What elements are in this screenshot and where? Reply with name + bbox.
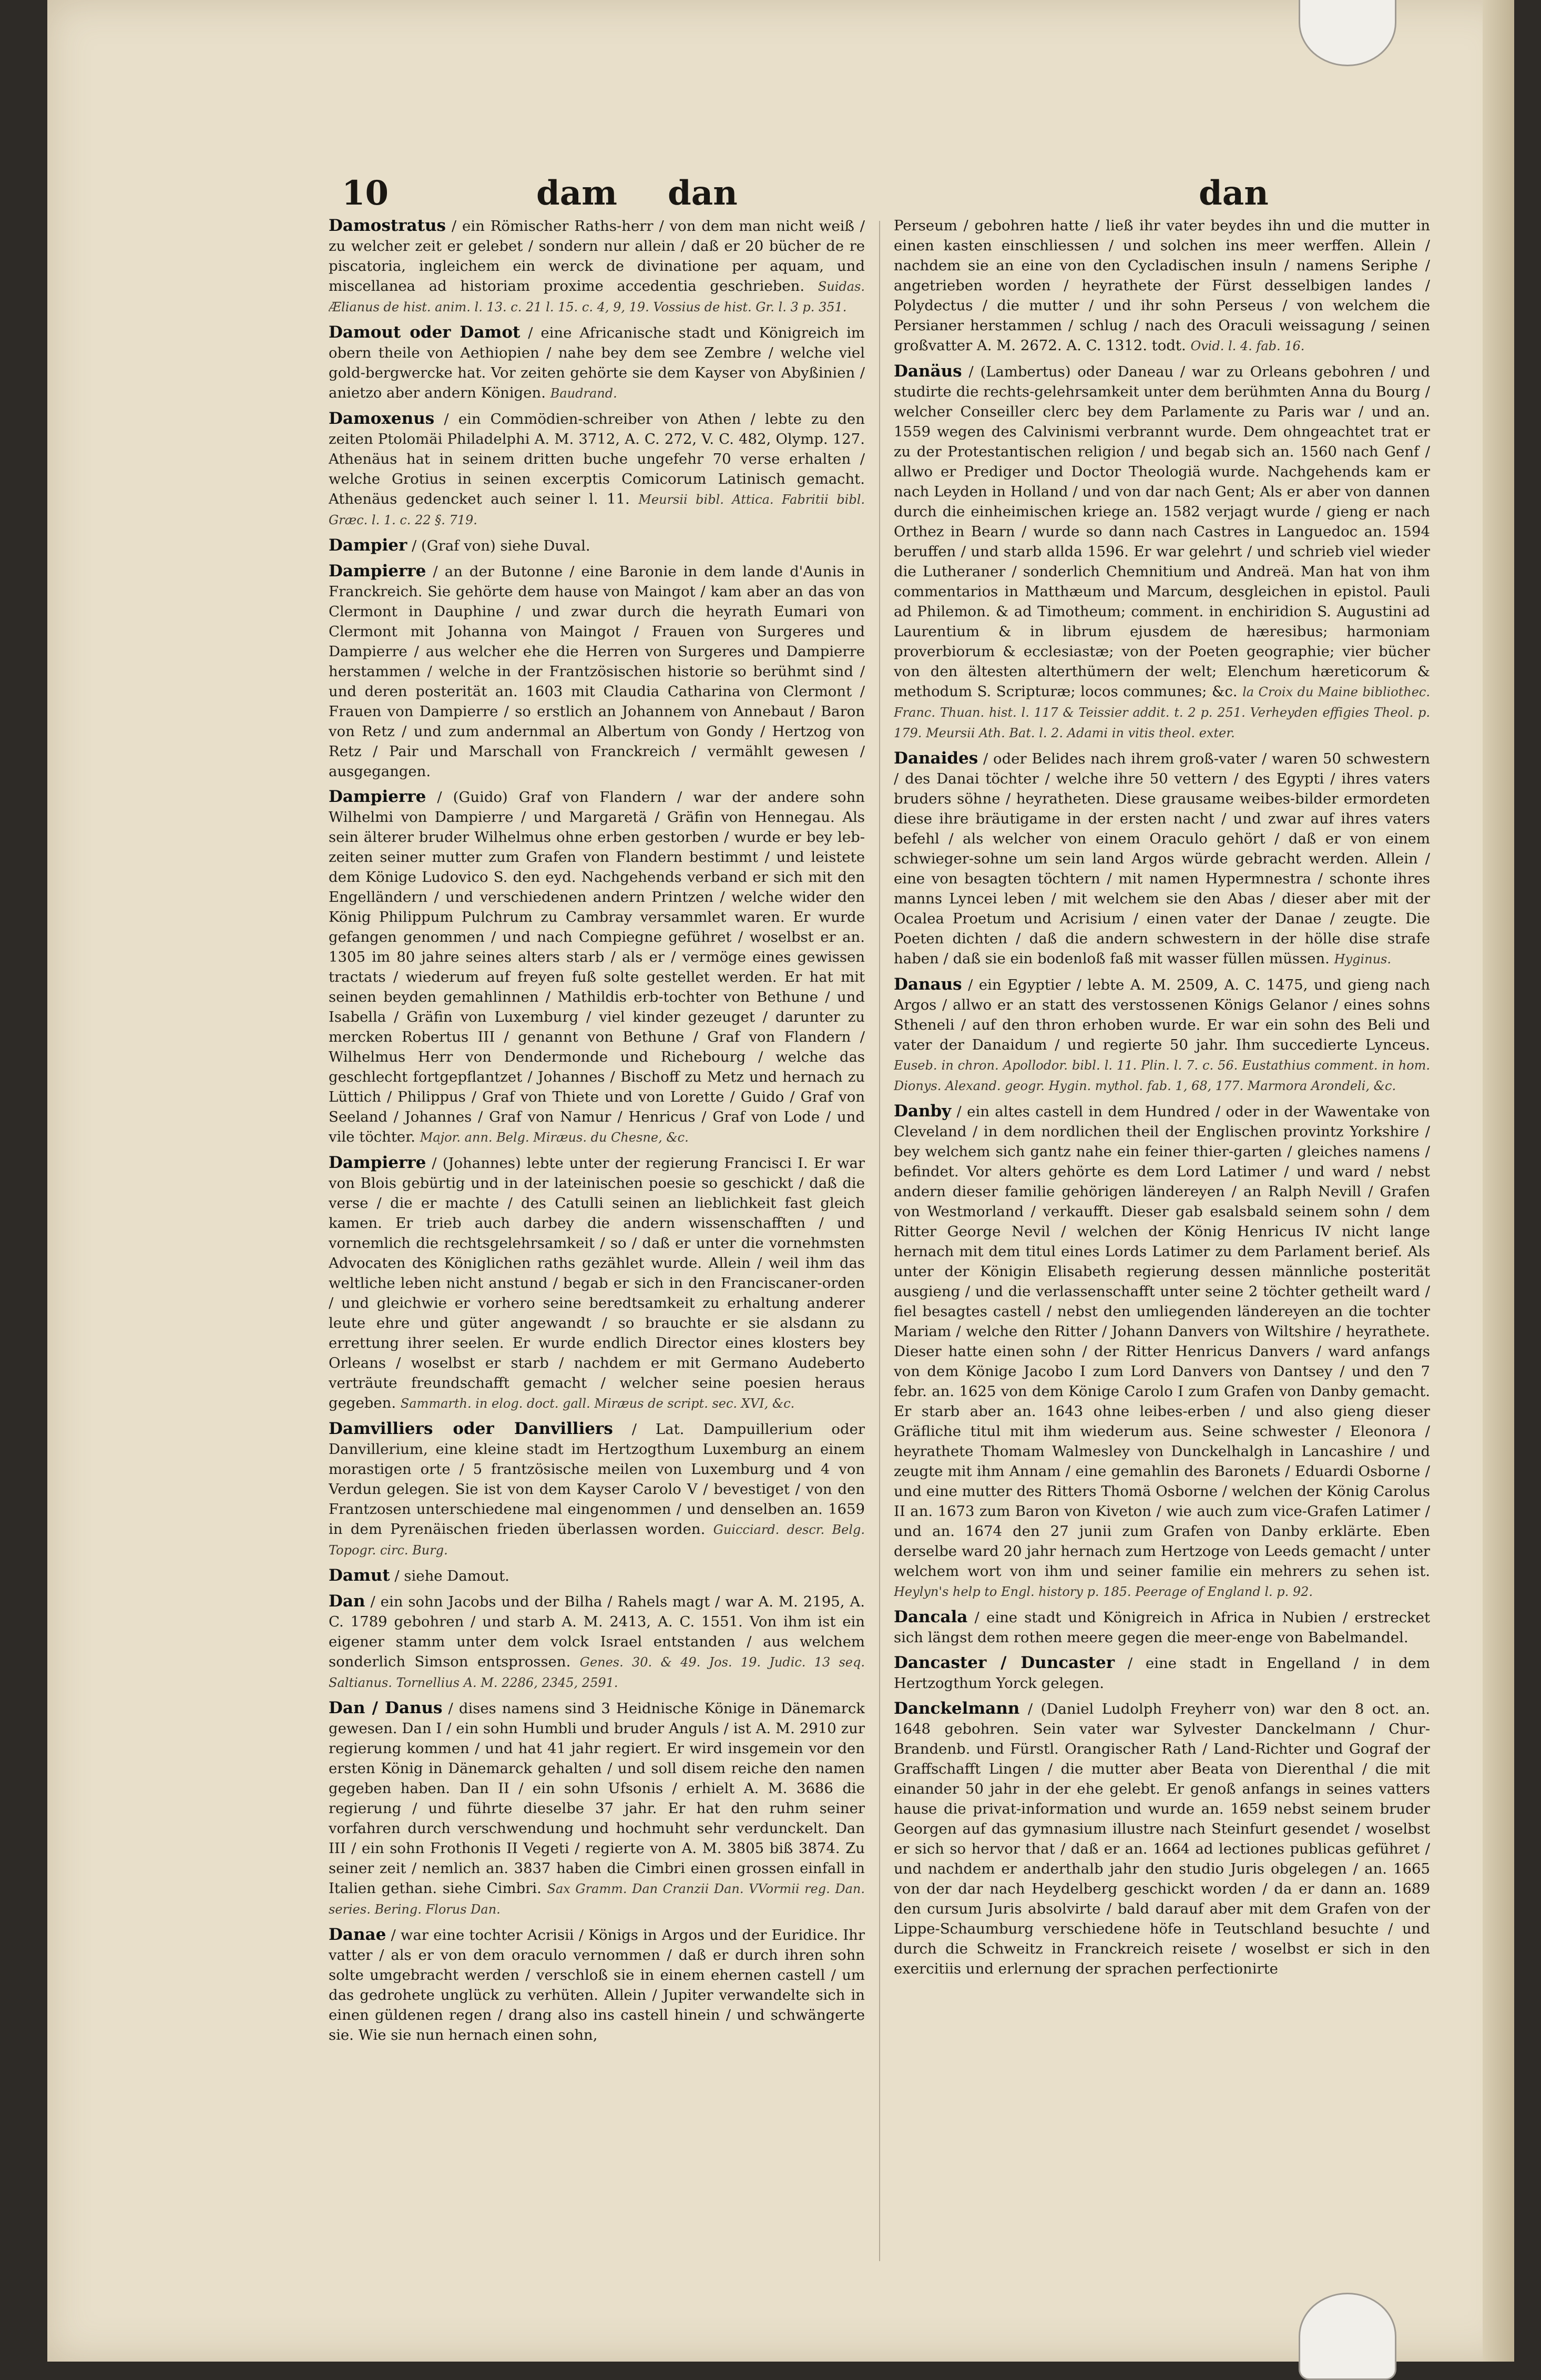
entry-headword: Dan: [329, 1592, 365, 1611]
dictionary-entry: [329, 1565, 865, 1586]
dictionary-entry: [894, 974, 1430, 1096]
entry-headword: Danckelmann: [894, 1699, 1020, 1718]
entry-headword: Dampierre: [329, 787, 426, 806]
dictionary-entry: [329, 409, 865, 530]
guide-word-left: dam: [536, 174, 617, 213]
dictionary-entry: [329, 1698, 865, 1919]
entry-headword: Danäus: [894, 362, 962, 381]
entry-headword: Dancala: [894, 1608, 968, 1626]
entry-text: / dises namens sind 3 Heidnische Könige in Dänemarck gewesen. Dan I / ein sohn Humbli und bruder Anguls / ist A. M. 2910 zur regierung kommen / und hat 41 jahr regiert. Er wird insgemein vor den ersten König in Dänemarck gehalten / und soll disem reiche den namen gegeben haben. Dan II / ein sohn Ufsonis / erhielt A. M. 3686 die regierung / und führte dieselbe 37 jahr. Er hat den ruhm seiner vorfahren durch verschwendung und hochmuht sehr verdunckelt. Dan III / ein sohn Frothonis II Vegeti / regierte von A. M. 3805 biß 3874. Zu seiner zeit / nemlich an. 3837 haben die Cimbri einen grossen einfall in Italien gethan. siehe Cimbri.: [329, 1700, 865, 1897]
dictionary-entry: [894, 748, 1430, 969]
column-divider: [879, 221, 880, 2261]
entry-text: / oder Belides nach ihrem groß-vater / waren 50 schwestern / des Danai töchter / welche ihre 50 vettern / des Egypti / ihres vaters bruders söhne / heyratheten. Diese grausame weibes-bilder ermordeten diese ihre bräutigame in der ersten nacht / und zwar auf ihres vaters befehl / als welcher von einem Oraculo gehört / daß er von einem schwieger-sohne um sein land Argos würde gebracht werden. Allein / eine von besagten töchtern / mit namen Hypermnestra / schonte ihres manns Lyncei leben / mit welchem sie den Abas / dieser aber mit der Ocalea Proetum und Acrisium / einen vater der Danae / zeugte. Die Poeten dichten / daß die andern schwestern in der hölle dise strafe haben / daß sie ein bodenloß faß mit wasser füllen müssen.: [894, 750, 1430, 967]
entry-references: Meursii bibl. Attica. Fabritii bibl. Græc. l. 1. c. 22 §. 719.: [329, 492, 865, 527]
dictionary-entry: [329, 1419, 865, 1560]
entry-headword: Danby: [894, 1102, 952, 1121]
entry-references: Genes. 30. & 49. Jos. 19. Judic. 13 seq. Saltianus. Tornellius A. M. 2286, 2345, 2591.: [329, 1655, 865, 1690]
dictionary-entry: [329, 1925, 865, 2045]
entry-headword: Danaus: [894, 975, 962, 994]
entry-headword: Damvilliers oder Danvilliers: [329, 1419, 613, 1438]
entry-headword: Danae: [329, 1925, 386, 1944]
entry-references: Guicciard. descr. Belg. Topogr. circ. Burg.: [329, 1522, 865, 1558]
entry-text: / siehe Damout.: [394, 1568, 509, 1584]
running-header: [342, 174, 1410, 221]
dictionary-entry: [894, 216, 1430, 356]
entry-headword: Dancaster / Duncaster: [894, 1653, 1115, 1672]
entry-references: Sax Gramm. Dan Cranzii Dan. VVormii reg. Dan. series. Bering. Florus Dan.: [329, 1881, 865, 1917]
entry-text: / (Guido) Graf von Flandern / war der andere sohn Wilhelmi von Dampierre / und Margaretä / Gräfin von Hennegau. Als sein älterer bruder Wilhelmus ohne erben gestorben / wurde er bey leb-zeiten seiner mutter zum Grafen von Flandern bestimmt / und leistete dem Könige Ludovico S. den eyd. Nachgehends verband er sich mit den Engelländern / und verschiedenen andern Printzen / welche wider den König Philippum Pulchrum zu Cambray versammlet waren. Er wurde gefangen genommen / und nach Compiegne geführet / woselbst er an. 1305 im 80 jahre seines alters starb / als er / vermöge eines gewissen tractats / wiederum auf freyen fuß solte gestellet werden. Er hat mit seinen beyden gemahlinnen / Mathildis erb-tochter von Bethune / und Isabella / Gräfin von Luxemburg / viel kinder gezeuget / darunter zu mercken Robertus III / genannt von Bethune / Graf von Flandern / Wilhelmus Herr von Dendermonde und Richebourg / welche das geschlecht fortgepflantzet / Johannes / Bischoff zu Metz und hernach zu Lüttich / Philippus / Graf von Thiete und von Lorette / Guido / Graf von Seeland / Johannes / Graf von Namur / Henricus / Graf von Lode / und vile töchter.: [329, 789, 865, 1145]
entry-references: Ovid. l. 4. fab. 16.: [1190, 339, 1305, 353]
entry-text: / (Lambertus) oder Daneau / war zu Orleans gebohren / und studirte die rechts-gelehrsamkeit unter dem berühmten Anna du Bourg / welcher Conseiller clerc bey dem Parlamente zu Paris war / und an. 1559 wegen des Calvinismi verbrannt wurde. Dem ohngeachtet trat er zu der Protestantischen religion / und begab sich an. 1560 nach Genf / allwo er Prediger und Doctor Theologiä wurde. Nachgehends kam er nach Leyden in Holland / und von dar nach Gent; Als er aber von dannen durch die einheimischen kriege an. 1582 verjagt wurde / gieng er nach Orthez in Bearn / wurde so dann nach Castres in Languedoc an. 1594 beruffen / und starb allda 1596. Er war gelehrt / und schrieb viel wieder die Lutheraner / sonderlich Chemnitium und Andreä. Man hat von ihm commentarios in Matthæum und Marcum, desgleichen in epistol. Pauli ad Philemon. & ad Timotheum; comment. in enchiridion S. Augustini ad Laurentium & in librum ejusdem de hæresibus; harmoniam proverbiorum & ecclesiastæ; von der Poeten geographie; vier bücher von den ältesten alterthümern der welt; Elenchum hæreticorum & methodum S. Scripturæ; locos communes; &c.: [894, 363, 1430, 700]
entry-text: / (Daniel Ludolph Freyherr von) war den 8 oct. an. 1648 gebohren. Sein vater war Sylvester Danckelmann / Chur-Brandenb. und Fürstl. Orangischer Rath / Land-Richter und Gograf der Graffschafft Lingen / die mutter aber Beata von Dierenthal / die mit einander 50 jahr in der ehe gelebt. Er genoß anfangs in seines vatters hause die privat-information und wurde an. 1659 nebst seinem bruder Georgen auf das gymnasium illustre nach Steinfurt gesendet / woselbst er sich so hervor that / daß er an. 1664 ad lectiones publicas geführet / und nachdem er anderthalb jahr den studio Juris obgelegen / an. 1665 von der dar nach Heydelberg geschickt worden / da er dann an. 1689 den cursum Juris absolvirte / bald darauf aber mit dem Grafen von der Lippe-Schaumburg verschiedene höfe in Teutschland besuchte / und durch die Schweitz in Franckreich reisete / woselbst er sich in den exercitiis und erlernung der sprachen perfectionirte: [894, 1701, 1430, 1977]
entry-references: Heylyn's help to Engl. history p. 185. Peerage of England l. p. 92.: [894, 1584, 1313, 1599]
dictionary-entry: [329, 535, 865, 556]
dictionary-entry: [894, 1653, 1430, 1693]
dictionary-entry: [329, 1591, 865, 1693]
dictionary-entry: [894, 1101, 1430, 1602]
entry-text: / eine stadt in Engelland / in dem Hertzogthum Yorck gelegen.: [894, 1655, 1430, 1692]
entry-headword: Damostratus: [329, 216, 446, 235]
dictionary-entry: [329, 322, 865, 403]
dictionary-entry: [894, 1607, 1430, 1647]
dictionary-entry: [894, 361, 1430, 743]
bottom-binder-clip: [1299, 2293, 1396, 2380]
entry-text: / ein Egyptier / lebte A. M. 2509, A. C. 1475, und gieng nach Argos / allwo er an statt des verstossenen Königs Gelanor / eines sohns Stheneli / auf den thron erhoben wurde. Er war ein sohn des Beli und vater der Danaidum / und regierte 50 jahr. Ihm succedierte Lynceus.: [894, 977, 1430, 1053]
entry-references: la Croix du Maine bibliothec. Franc. Thuan. hist. l. 117 & Teissier addit. t. 2 p. 251. Verheyden effigies Theol. p. 179. Meursii Ath. Bat. l. 2. Adami in vitis theol. exter.: [894, 685, 1430, 740]
entry-references: Major. ann. Belg. Miræus. du Chesne, &c.: [420, 1130, 689, 1145]
entry-headword: Danaides: [894, 749, 978, 768]
entry-references: Sammarth. in elog. doct. gall. Miræus de script. sec. XVI, &c.: [400, 1396, 795, 1411]
entry-headword: Dampier: [329, 536, 407, 555]
entry-references: Baudrand.: [550, 386, 617, 401]
guide-word-right: dan: [1199, 174, 1269, 213]
entry-text: / ein altes castell in dem Hundred / oder in der Wawentake von Cleveland / in dem nordlichen theil der Englischen provintz Yorkshire / bey welchem sich gantz nahe ein feiner thier-garten / gleiches namens / befindet. Vor alters gehörte es dem Lord Latimer / und ward / nebst andern dieser familie gehörigen ländereyen / an Ralph Nevill / Grafen von Westmorland / verkaufft. Dieser gab esalsbald seinem sohn / dem Ritter George Nevil / welchen der König Henricus IV nicht lange hernach mit dem titul eines Lords Latimer zu dem Parlament berief. Als unter der Königin Elisabeth regierung dessen männliche posterität ausgieng / und die verlassenschafft unter seine 2 töchter getheilt ward / fiel besagtes castell / nebst den umliegenden ländereyen an die tochter Mariam / welche den Ritter / Johann Danvers von Wiltshire / heyrathete. Dieser hatte einen sohn / der Ritter Henricus Danvers / ward anfangs von dem Könige Jacobo I zum Lord Danvers von Dantsey / und den 7 febr. an. 1625 von dem Könige Carolo I zum Grafen von Danby gemacht. Er starb aber an. 1643 ohne leibes-erben / und also gieng dieser Gräfliche titul mit ihm wiederum aus. Seine schwester / Eleonora / heyrathete Thomam Walmesley von Dunckelhalgh in Lancashire / und zeugte mit ihm Annam / eine gemahlin des Baronets / Eduardi Osborne / und eine mutter des Ritters Thomä Osborne / welchen der König Carolus II an. 1673 zum Baron von Kiveton / wie auch zum vice-Grafen Latimer / und an. 1674 den 27 junii zum Grafen von Danby erklärte. Eben derselbe ward 20 jahr hernach zum Hertzoge von Leeds gemacht / unter welchem wort von ihm und seiner familie ein mehrers zu sehen ist.: [894, 1103, 1430, 1580]
guide-word-middle: dan: [668, 174, 738, 213]
entry-text: / ein sohn Jacobs und der Bilha / Rahels magt / war A. M. 2195, A. C. 1789 gebohren / und starb A. M. 2413, A. C. 1551. Von ihm ist ein eigener stamm unter dem volck Israel entstanden / aus welchem sonderlich Simson entsprossen.: [329, 1593, 865, 1670]
dictionary-entry: [329, 787, 865, 1147]
dictionary-entry: [894, 1698, 1430, 1979]
entry-text: / ein Commödien-schreiber von Athen / lebte zu den zeiten Ptolomäi Philadelphi A. M. 3712, A. C. 272, V. C. 482, Olymp. 127. Athenäus hat in seinem dritten buche ungefehr 70 verse erhalten / welche Grotius in seinen excerptis Comicorum Latinisch gemacht. Athenäus gedencket auch seiner l. 11.: [329, 411, 865, 507]
right-column: [894, 216, 1430, 2266]
entry-text: / ein Römischer Raths-herr / von dem man nicht weiß / zu welcher zeit er gelebet / sondern nur allein / daß er 20 bücher de re piscatoria, ingleichem ein werck de divinatione per aquam, und miscellanea ad historiam proxime accedentia geschrieben.: [329, 218, 865, 294]
page-number: 10: [342, 174, 389, 213]
entry-text: / war eine tochter Acrisii / Königs in Argos und der Euridice. Ihr vatter / als er von dem oraculo vernommen / daß er durch ihren sohn solte umgebracht werden / verschloß sie in einem ehernen castell / um das gedrohete unglück zu verhüten. Allein / Jupiter verwandelte sich in einen güldenen regen / drang also ins castell hinein / und schwängerte sie. Wie sie nun hernach einen sohn,: [329, 1927, 865, 2043]
entry-references: Hyginus.: [1334, 952, 1391, 967]
dictionary-entry: [329, 216, 865, 317]
entry-headword: Damout oder Damot: [329, 323, 521, 342]
entry-references: Euseb. in chron. Apollodor. bibl. l. 11. Plin. l. 7. c. 56. Eustathius comment. in hom. Dionys. Alexand. geogr. Hygin. mythol. fab. 1, 68, 177. Marmora Arondeli, &c.: [894, 1058, 1430, 1093]
dictionary-entry: [329, 561, 865, 781]
page-edge: [1483, 0, 1514, 2362]
entry-text: Perseum / gebohren hatte / ließ ihr vater beydes ihn und die mutter in einen kasten einschliessen / und solchen ins meer werffen. Allein / nachdem sie an eine von den Cycladischen insuln / namens Seriphe / angetrieben worden / heyrathete der Fürst desselbigen landes / Polydectus / die mutter / und ihr sohn Perseus / von welchem die Persianer herstammen / schlug / nach des Oraculi weissagung / seinen großvatter A. M. 2672. A. C. 1312. todt.: [894, 217, 1430, 354]
entry-text: / eine Africanische stadt und Königreich im obern theile von Aethiopien / nahe bey dem see Zembre / welche viel gold-bergwercke hat. Vor zeiten gehörte sie dem Kayser von Abyßinien / anietzo aber andern Königen.: [329, 324, 865, 401]
entry-text: / eine stadt und Königreich in Africa in Nubien / erstrecket sich längst dem rothen meere gegen die meer-enge von Babelmandel.: [894, 1609, 1430, 1646]
entry-headword: Dampierre: [329, 562, 426, 581]
entry-text: / (Johannes) lebte unter der regierung Francisci I. Er war von Blois gebürtig und in der lateinischen poesie so geschickt / daß die verse / die er machte / des Catulli seinen an lieblichkeit fast gleich kamen. Er trieb auch darbey die andern wissenschafften / und vornemlich die rechtsgelehrsamkeit / so / daß er unter die vornehmsten Advocaten des Königlichen raths gezählet wurde. Allein / weil ihm das weltliche leben nicht anstund / begab er sich in den Franciscaner-orden / und gleichwie er vorhero seine beredtsamkeit zu erhaltung anderer leute ehre und güter angewandt / so brauchte er sie alsdann zu errettung ihrer seelen. Er wurde endlich Director eines klosters bey Orleans / woselbst er starb / nachdem er mit Germano Audeberto verträute freundschafft gemacht / welcher seine poesien heraus gegeben.: [329, 1155, 865, 1411]
entry-headword: Dan / Danus: [329, 1698, 443, 1717]
entry-headword: Damoxenus: [329, 409, 435, 428]
dictionary-entry: [329, 1153, 865, 1413]
left-column: [329, 216, 865, 2266]
entry-text: / (Graf von) siehe Duval.: [412, 537, 590, 554]
entry-references: Suidas. Ælianus de hist. anim. l. 13. c. 21 l. 15. c. 4, 9, 19. Vossius de hist. Gr. l. 3 p. 351.: [329, 279, 865, 314]
entry-headword: Damut: [329, 1566, 390, 1585]
entry-text: / Lat. Dampuillerium oder Danvillerium, eine kleine stadt im Hertzogthum Luxemburg an einem morastigen orte / 5 frantzösische meilen von Luxemburg und 4 von Verdun gelegen. Sie ist von dem Kayser Carolo V / bevestiget / von den Frantzosen unterschiedene mal eingenommen / und denselben an. 1659 in dem Pyrenäischen frieden überlassen worden.: [329, 1421, 865, 1538]
entry-text: / an der Butonne / eine Baronie in dem lande d'Aunis in Franckreich. Sie gehörte dem hause von Maingot / kam aber an das von Clermont in Dauphine / und zwar durch die heyrath Eumari von Clermont mit Johanna von Maingot / Frauen von Surgeres und Dampierre / aus welcher ehe die Herren von Surgeres und Dampierre herstammen / welche in der Frantzösischen historie so berühmt sind / und deren posterität an. 1603 mit Claudia Catharina von Clermont / Frauen von Dampierre / so erstlich an Johannem von Annebaut / Baron von Retz / und zum andernmal an Albertum von Gondy / Hertzog von Retz / Pair und Marschall von Franckreich / vermählt gewesen / ausgegangen.: [329, 563, 865, 780]
entry-headword: Dampierre: [329, 1153, 426, 1172]
